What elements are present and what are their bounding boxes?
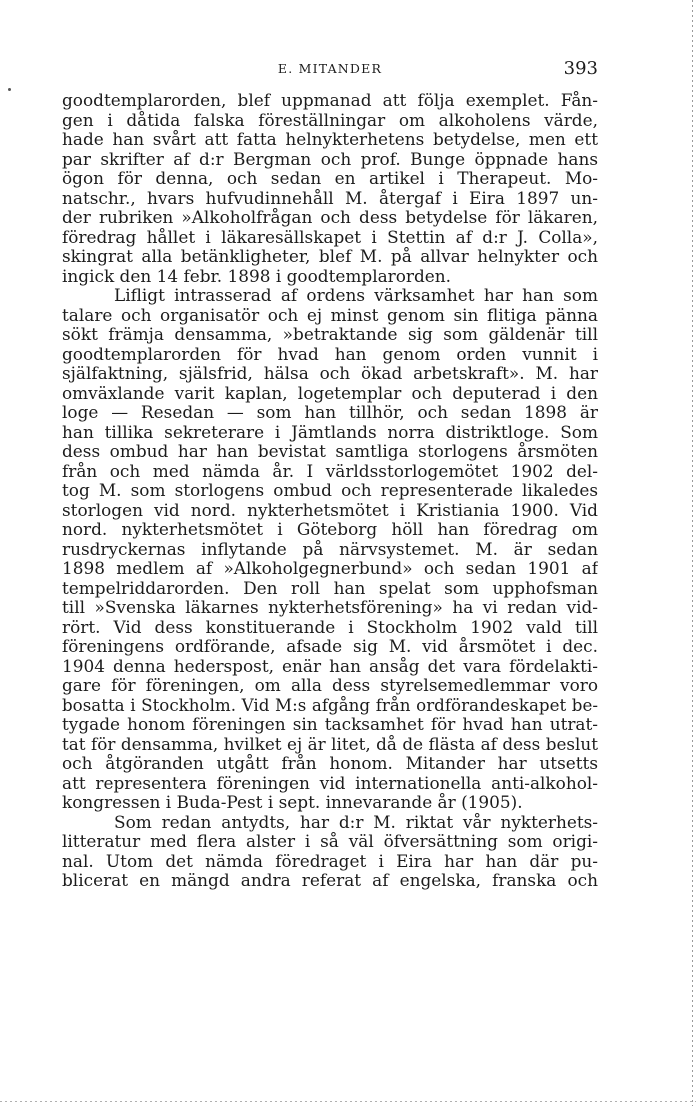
text-line: att representera föreningen vid internationella anti-alkohol- [62, 773, 598, 793]
text-line: natschr., hvars hufvudinnehåll M. återgaf i Eira 1897 un- [62, 188, 598, 208]
text-line: till »Svenska läkarnes nykterhetsförening» ha vi redan vid- [62, 598, 598, 617]
page-edge-bottom [0, 1101, 696, 1102]
text-line: rusdryckernas inflytande på närvsystemet. M. är sedan [62, 539, 598, 559]
text-line: gare för föreningen, om alla dess styrelsemedlemmar voro [62, 676, 598, 695]
text-line: blicerat en mängd andra referat af engelska, franska och [62, 871, 598, 890]
text-line: goodtemplarorden, blef uppmanad att följa exemplet. Fån- [62, 91, 598, 110]
text-line: själfaktning, själsfrid, hälsa och ökad arbetskraft». M. har [62, 364, 598, 383]
page-number: 393 [563, 58, 598, 79]
text-line: par skrifter af d:r Bergman och prof. Bunge öppnade hans [62, 149, 598, 169]
running-title: E. MITANDER [277, 61, 383, 76]
text-line: kongressen i Buda-Pest i sept. innevarande år (1905). [62, 793, 523, 812]
text-line: från och med nämda år. I världsstorlogemötet 1902 del- [62, 461, 598, 481]
text-line: tygade honom föreningen sin tacksamhet för hvad han utrat- [62, 715, 598, 734]
text-line: storlogen vid nord. nykterhetsmötet i Kristiania 1900. Vid [62, 500, 598, 520]
text-line: och åtgöranden utgått från honom. Mitander har utsetts [62, 754, 598, 773]
text-line: tog M. som storlogens ombud och representerade likaledes [62, 481, 598, 500]
text-line: sökt främja densamma, »betraktande sig som gäldenär till [62, 325, 598, 344]
text-line: loge — Resedan — som han tillhör, och sedan 1898 är [62, 403, 598, 422]
text-line: föreningens ordförande, afsade sig M. vid årsmötet i dec. [62, 637, 598, 656]
text-line: ögon för denna, och sedan en artikel i Therapeut. Mo- [62, 169, 598, 188]
text-line: goodtemplarorden för hvad han genom orden vunnit i [62, 344, 598, 364]
text-line: bosatta i Stockholm. Vid M:s afgång från ordförandeskapet be- [62, 695, 598, 715]
running-head [62, 58, 598, 82]
text-line: gen i dåtida falska föreställningar om alkoholens värde, [62, 110, 598, 130]
text-line: 1898 medlem af »Alkoholgegnerbund» och sedan 1901 af [62, 559, 598, 578]
text-line: ingick den 14 febr. 1898 i goodtemplarorden. [62, 266, 452, 286]
text-line: Som redan antydts, har d:r M. riktat vår nykterhets- [114, 812, 598, 832]
text-line: litteratur med flera alster i så väl öfversättning som origi- [62, 832, 598, 851]
text-line: rört. Vid dess konstituerande i Stockholm 1902 vald till [62, 617, 598, 637]
text-line: tempelriddarorden. Den roll han spelat som upphofsman [62, 578, 598, 598]
body-text [62, 91, 598, 891]
text-line: skingrat alla betänkligheter, blef M. på allvar helnykter och [62, 247, 598, 266]
scan-speck [8, 88, 11, 91]
text-line: dess ombud har han bevistat samtliga storlogens årsmöten [62, 442, 598, 461]
text-line: talare och organisatör och ej minst genom sin flitiga pänna [62, 305, 598, 325]
text-line: 1904 denna hederspost, enär han ansåg det vara fördelakti- [62, 656, 598, 676]
text-line: hade han svårt att fatta helnykterhetens betydelse, men ett [62, 130, 598, 149]
text-line: der rubriken »Alkoholfrågan och dess betydelse för läkaren, [62, 208, 598, 227]
text-line: omväxlande varit kaplan, logetemplar och deputerad i den [62, 383, 598, 403]
text-line: nal. Utom det nämda föredraget i Eira har han där pu- [62, 851, 598, 871]
text-line: tat för densamma, hvilket ej är litet, då de flästa af dess beslut [62, 734, 598, 754]
text-line: nord. nykterhetsmötet i Göteborg höll han föredrag om [62, 520, 598, 539]
text-line: han tillika sekreterare i Jämtlands norra distriktloge. Som [62, 422, 598, 442]
text-line: Lifligt intrasserad af ordens värksamhet har han som [114, 286, 598, 305]
text-line: föredrag hållet i läkaresällskapet i Stettin af d:r J. Colla», [62, 227, 598, 247]
page-edge-right [692, 0, 693, 1106]
